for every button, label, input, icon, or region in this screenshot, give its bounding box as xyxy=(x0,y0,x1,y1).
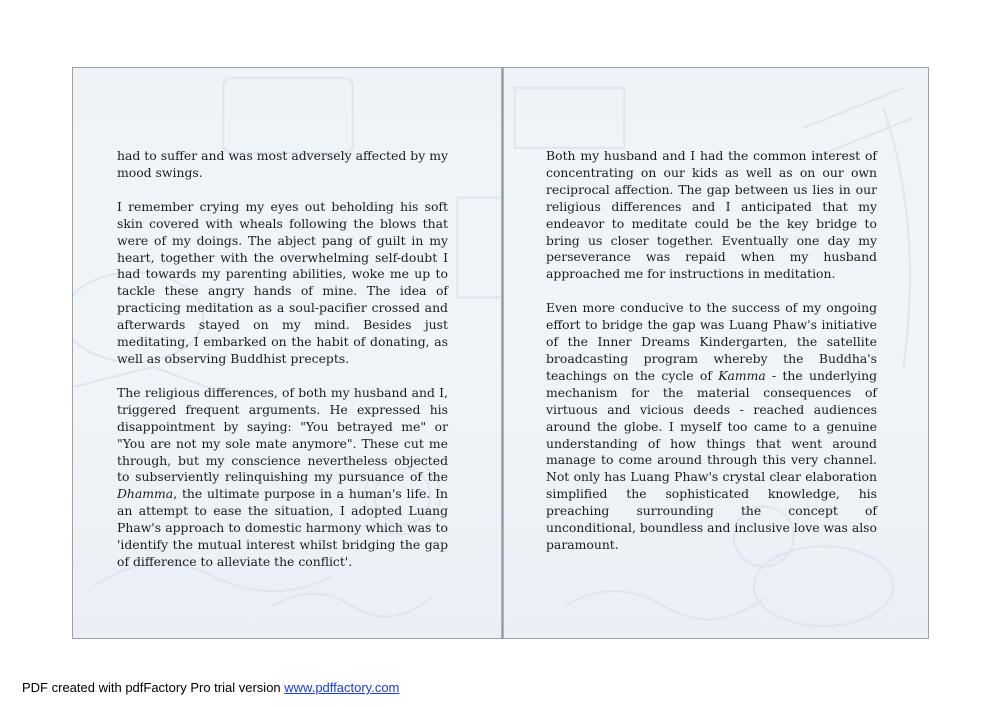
left-page-text xyxy=(117,148,448,588)
right-paragraph-2 xyxy=(546,300,877,554)
left-paragraph-2: I remember crying my eyes out beholding his soft skin covered with wheals following the blows that were of my doings. The abject pang of guilt in my heart, together with the overwhelming self-doubt I had towards my parenting abilities, woke me up to tackle these angry hands of mine. The idea of practicing meditation as a soul-pacifier crossed and afterwards stayed on my mind. Besides just meditating, I embarked on the habit of donating, as well as observing Buddhist precepts. xyxy=(117,198,448,366)
book-spread xyxy=(72,67,929,639)
left-paragraph-1: had to suffer and was most adversely affected by my mood swings. xyxy=(117,148,448,180)
left-paragraph-3-part2: , the ultimate purpose in a human's life. In an attempt to ease the situation, I adopted Luang Phaw's approach to domestic harmony which was to 'identify the mutual interest whilst bridging the gap of difference to alleviate the conflict'. xyxy=(117,486,448,569)
dhamma-term: Dhamma xyxy=(117,486,174,502)
left-paragraph-3 xyxy=(117,385,448,571)
left-page xyxy=(73,68,502,638)
right-paragraph-2-part1: Even more conducive to the success of my ongoing effort to bridge the gap was Luang Phaw's initiative of the Inner Dreams Kindergarten, the satellite broadcasting program whereby the Buddha's teachings on the cycle of xyxy=(546,300,877,383)
right-paragraph-1: Both my husband and I had the common interest of concentrating on our kids as well as on our own reciprocal affection. The gap between us lies in our religious differences and I anticipated that my endeavor to meditate could be the key bridge to bring us closer together. Eventually one day my perseverance was repaid when my husband approached me for instructions in meditation. xyxy=(546,148,877,282)
right-page xyxy=(504,68,929,638)
kamma-term: Kamma xyxy=(718,367,766,383)
pdf-footer xyxy=(22,680,399,695)
pdffactory-link[interactable]: www.pdffactory.com xyxy=(284,680,400,695)
footer-text: PDF created with pdfFactory Pro trial version xyxy=(22,680,285,695)
right-paragraph-2-part2: - the underlying mechanism for the material consequences of virtuous and vicious deeds - reached audiences around the globe. I myself too came to a genuine understanding of how things that went around manage to come around through this very channel. Not only has Luang Phaw's crystal clear elaboration simplified the sophisticated knowledge, his preaching surrounding the concept of unconditional, boundless and inclusive love was also paramount. xyxy=(546,367,878,552)
left-paragraph-3-part1: The religious differences, of both my husband and I, triggered frequent arguments. He expressed his disappointment by saying: "You betrayed me" or "You are not my sole mate anymore". These cut me through, but my conscience nevertheless objected to subserviently relinquishing my pursuance of the xyxy=(117,384,448,485)
right-page-text xyxy=(546,148,877,571)
